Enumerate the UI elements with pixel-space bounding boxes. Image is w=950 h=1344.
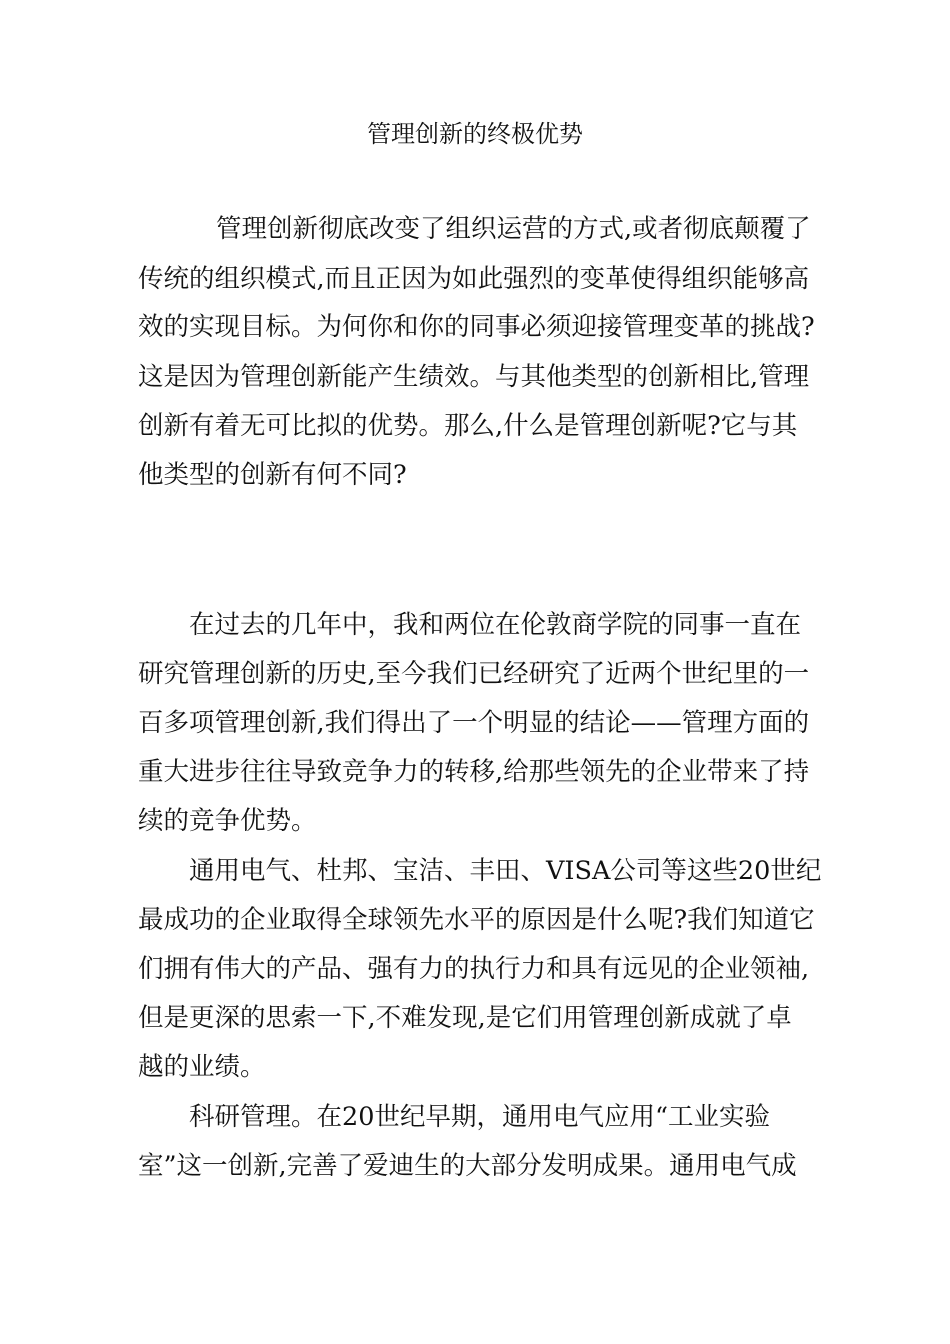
document-title: 管理创新的终极优势 bbox=[367, 120, 583, 148]
paragraph-3-line-3: 们拥有伟大的产品、强有力的执行力和具有远见的企业领袖, bbox=[138, 954, 810, 984]
paragraph-2-line-5: 续的竞争优势。 bbox=[138, 806, 317, 836]
paragraph-1-line-5: 创新有着无可比拟的优势。那么,什么是管理创新呢?它与其 bbox=[138, 411, 798, 441]
paragraph-3-line-5: 越的业绩。 bbox=[138, 1052, 266, 1082]
paragraph-1-line-1: 管理创新彻底改变了组织运营的方式,或者彻底颠覆了 bbox=[216, 214, 811, 244]
paragraph-2-line-1: 在过去的几年中，我和两位在伦敦商学院的同事一直在 bbox=[189, 610, 802, 640]
paragraph-2-line-4: 重大进步往往导致竞争力的转移,给那些领先的企业带来了持 bbox=[138, 757, 810, 787]
paragraph-4-line-2: 室”这一创新,完善了爱迪生的大部分发明成果。通用电气成 bbox=[138, 1151, 797, 1181]
paragraph-2-line-3: 百多项管理创新,我们得出了一个明显的结论——管理方面的 bbox=[138, 708, 810, 738]
paragraph-1-line-3: 效的实现目标。为何你和你的同事必须迎接管理变革的挑战? bbox=[138, 312, 815, 342]
paragraph-1-line-4: 这是因为管理创新能产生绩效。与其他类型的创新相比,管理 bbox=[138, 362, 810, 392]
paragraph-4-line-1: 科研管理。在20世纪早期，通用电气应用“工业实验 bbox=[189, 1102, 770, 1132]
paragraph-2-line-2: 研究管理创新的历史,至今我们已经研究了近两个世纪里的一 bbox=[138, 659, 810, 689]
paragraph-3-line-1: 通用电气、杜邦、宝洁、丰田、VISA公司等这些20世纪 bbox=[189, 856, 822, 886]
paragraph-1-line-6: 他类型的创新有何不同? bbox=[138, 460, 407, 490]
paragraph-3-line-2: 最成功的企业取得全球领先水平的原因是什么呢?我们知道它 bbox=[138, 905, 815, 935]
paragraph-3-line-4: 但是更深的思索一下,不难发现,是它们用管理创新成就了卓 bbox=[138, 1003, 792, 1033]
paragraph-1-line-2: 传统的组织模式,而且正因为如此强烈的变革使得组织能够高 bbox=[138, 264, 810, 294]
